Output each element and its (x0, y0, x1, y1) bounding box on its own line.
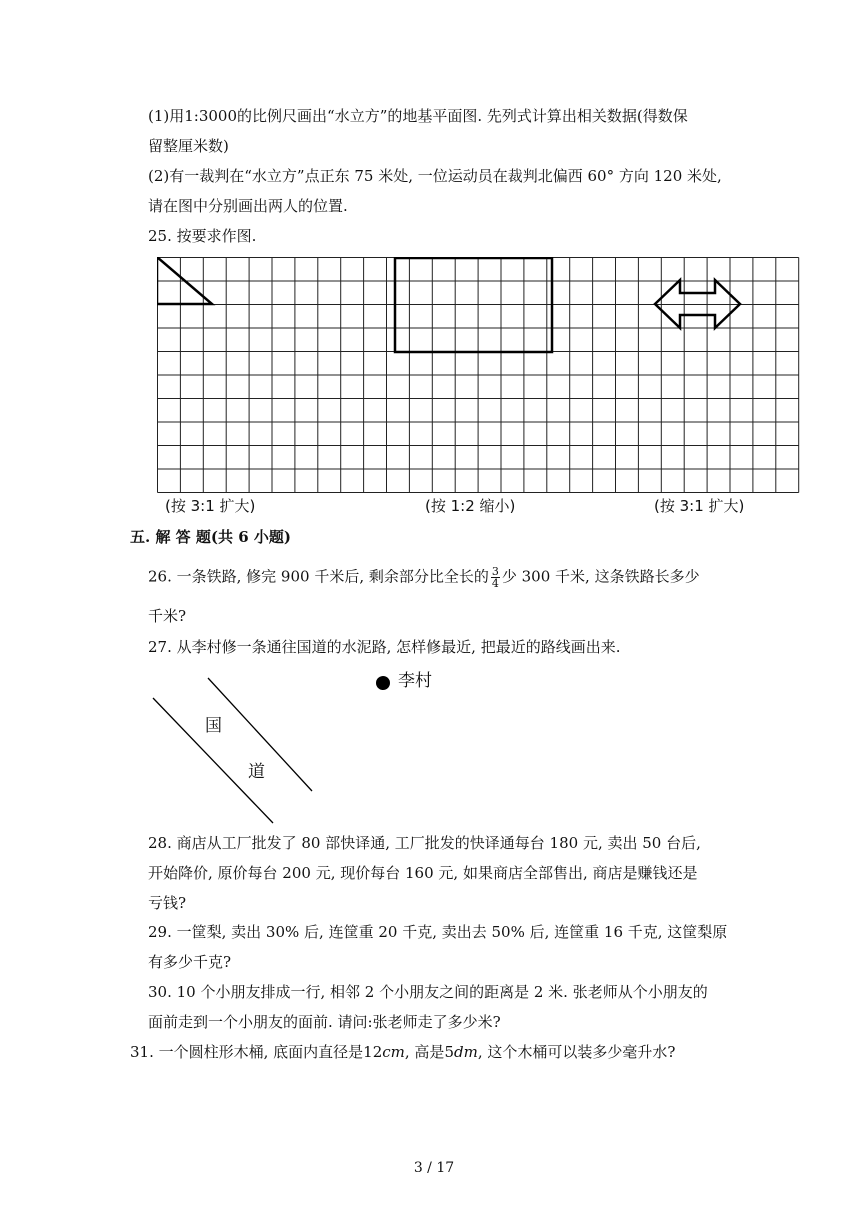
q24-part2-line1: (2)有一裁判在“水立方”点正东 75 米处, 一位运动员在裁判北偏西 60° 方向 120 米处, (148, 167, 722, 185)
q26-text-after: 少 300 千米, 这条铁路长多少 (501, 567, 700, 586)
caption-rectangle: (按 1:2 缩小) (425, 497, 516, 515)
q31-diameter-value: 12 (363, 1043, 383, 1061)
q30-line1: 30. 10 个小朋友排成一行, 相邻 2 个小朋友之间的距离是 2 米. 张老师从个小朋友的 (148, 983, 708, 1001)
q31-part3: , 这个木桶可以装多少毫升水? (477, 1043, 676, 1061)
section5-title: 五. 解 答 题(共 6 小题) (130, 528, 291, 546)
q26-text-before: 26. 一条铁路, 修完 900 千米后, 剩余部分比全长的 (148, 567, 489, 586)
national-road (150, 670, 320, 830)
q28-line2: 开始降价, 原价每台 200 元, 现价每台 160 元, 如果商店全部售出, 商店是赚钱还是 (148, 864, 698, 882)
road-label-dao: 道 (248, 762, 265, 782)
q31-text (130, 1042, 675, 1062)
q26-line2: 千米? (148, 607, 187, 625)
caption-triangle: (按 3:1 扩大) (165, 497, 256, 515)
drawing-grid (157, 257, 817, 495)
q28-line1: 28. 商店从工厂批发了 80 部快译通, 工厂批发的快译通每台 180 元, 卖出 50 台后, (148, 834, 701, 852)
caption-arrow: (按 3:1 扩大) (654, 497, 745, 515)
q30-line2: 面前走到一个小朋友的面前. 请问:张老师走了多少米? (148, 1013, 501, 1031)
q31-height-value: 5 (444, 1043, 454, 1061)
q31-height-unit: dm (453, 1043, 478, 1061)
q27-text: 27. 从李村修一条通往国道的水泥路, 怎样修最近, 把最近的路线画出来. (148, 638, 621, 656)
village-dot (376, 676, 390, 690)
q25-title: 25. 按要求作图. (148, 227, 257, 245)
road-label-guo: 国 (205, 716, 222, 736)
q24-part1-line2: 留整厘米数) (148, 137, 229, 155)
q31-part1: 31. 一个圆柱形木桶, 底面内直径是 (130, 1043, 364, 1061)
q31-part2: , 高是 (404, 1043, 445, 1061)
q29-line2: 有多少千克? (148, 953, 232, 971)
village-label: 李村 (398, 671, 432, 691)
q24-part1-line1: (1)用1:3000的比例尺画出“水立方”的地基平面图. 先列式计算出相关数据(得数保 (148, 107, 688, 125)
q31-diameter-unit: cm (382, 1043, 405, 1061)
page-number: 3 / 17 (413, 1160, 455, 1176)
q24-part2-line2: 请在图中分别画出两人的位置. (148, 197, 348, 215)
q29-line1: 29. 一筐梨, 卖出 30% 后, 连筐重 20 千克, 卖出去 50% 后, 连筐重 16 千克, 这筐梨原 (148, 923, 728, 941)
fraction-numerator: 3 (491, 565, 499, 578)
fraction-denominator: 4 (491, 577, 499, 590)
q26-line1 (148, 566, 700, 589)
q28-line3: 亏钱? (148, 894, 187, 912)
fraction-three-quarters (491, 566, 500, 589)
